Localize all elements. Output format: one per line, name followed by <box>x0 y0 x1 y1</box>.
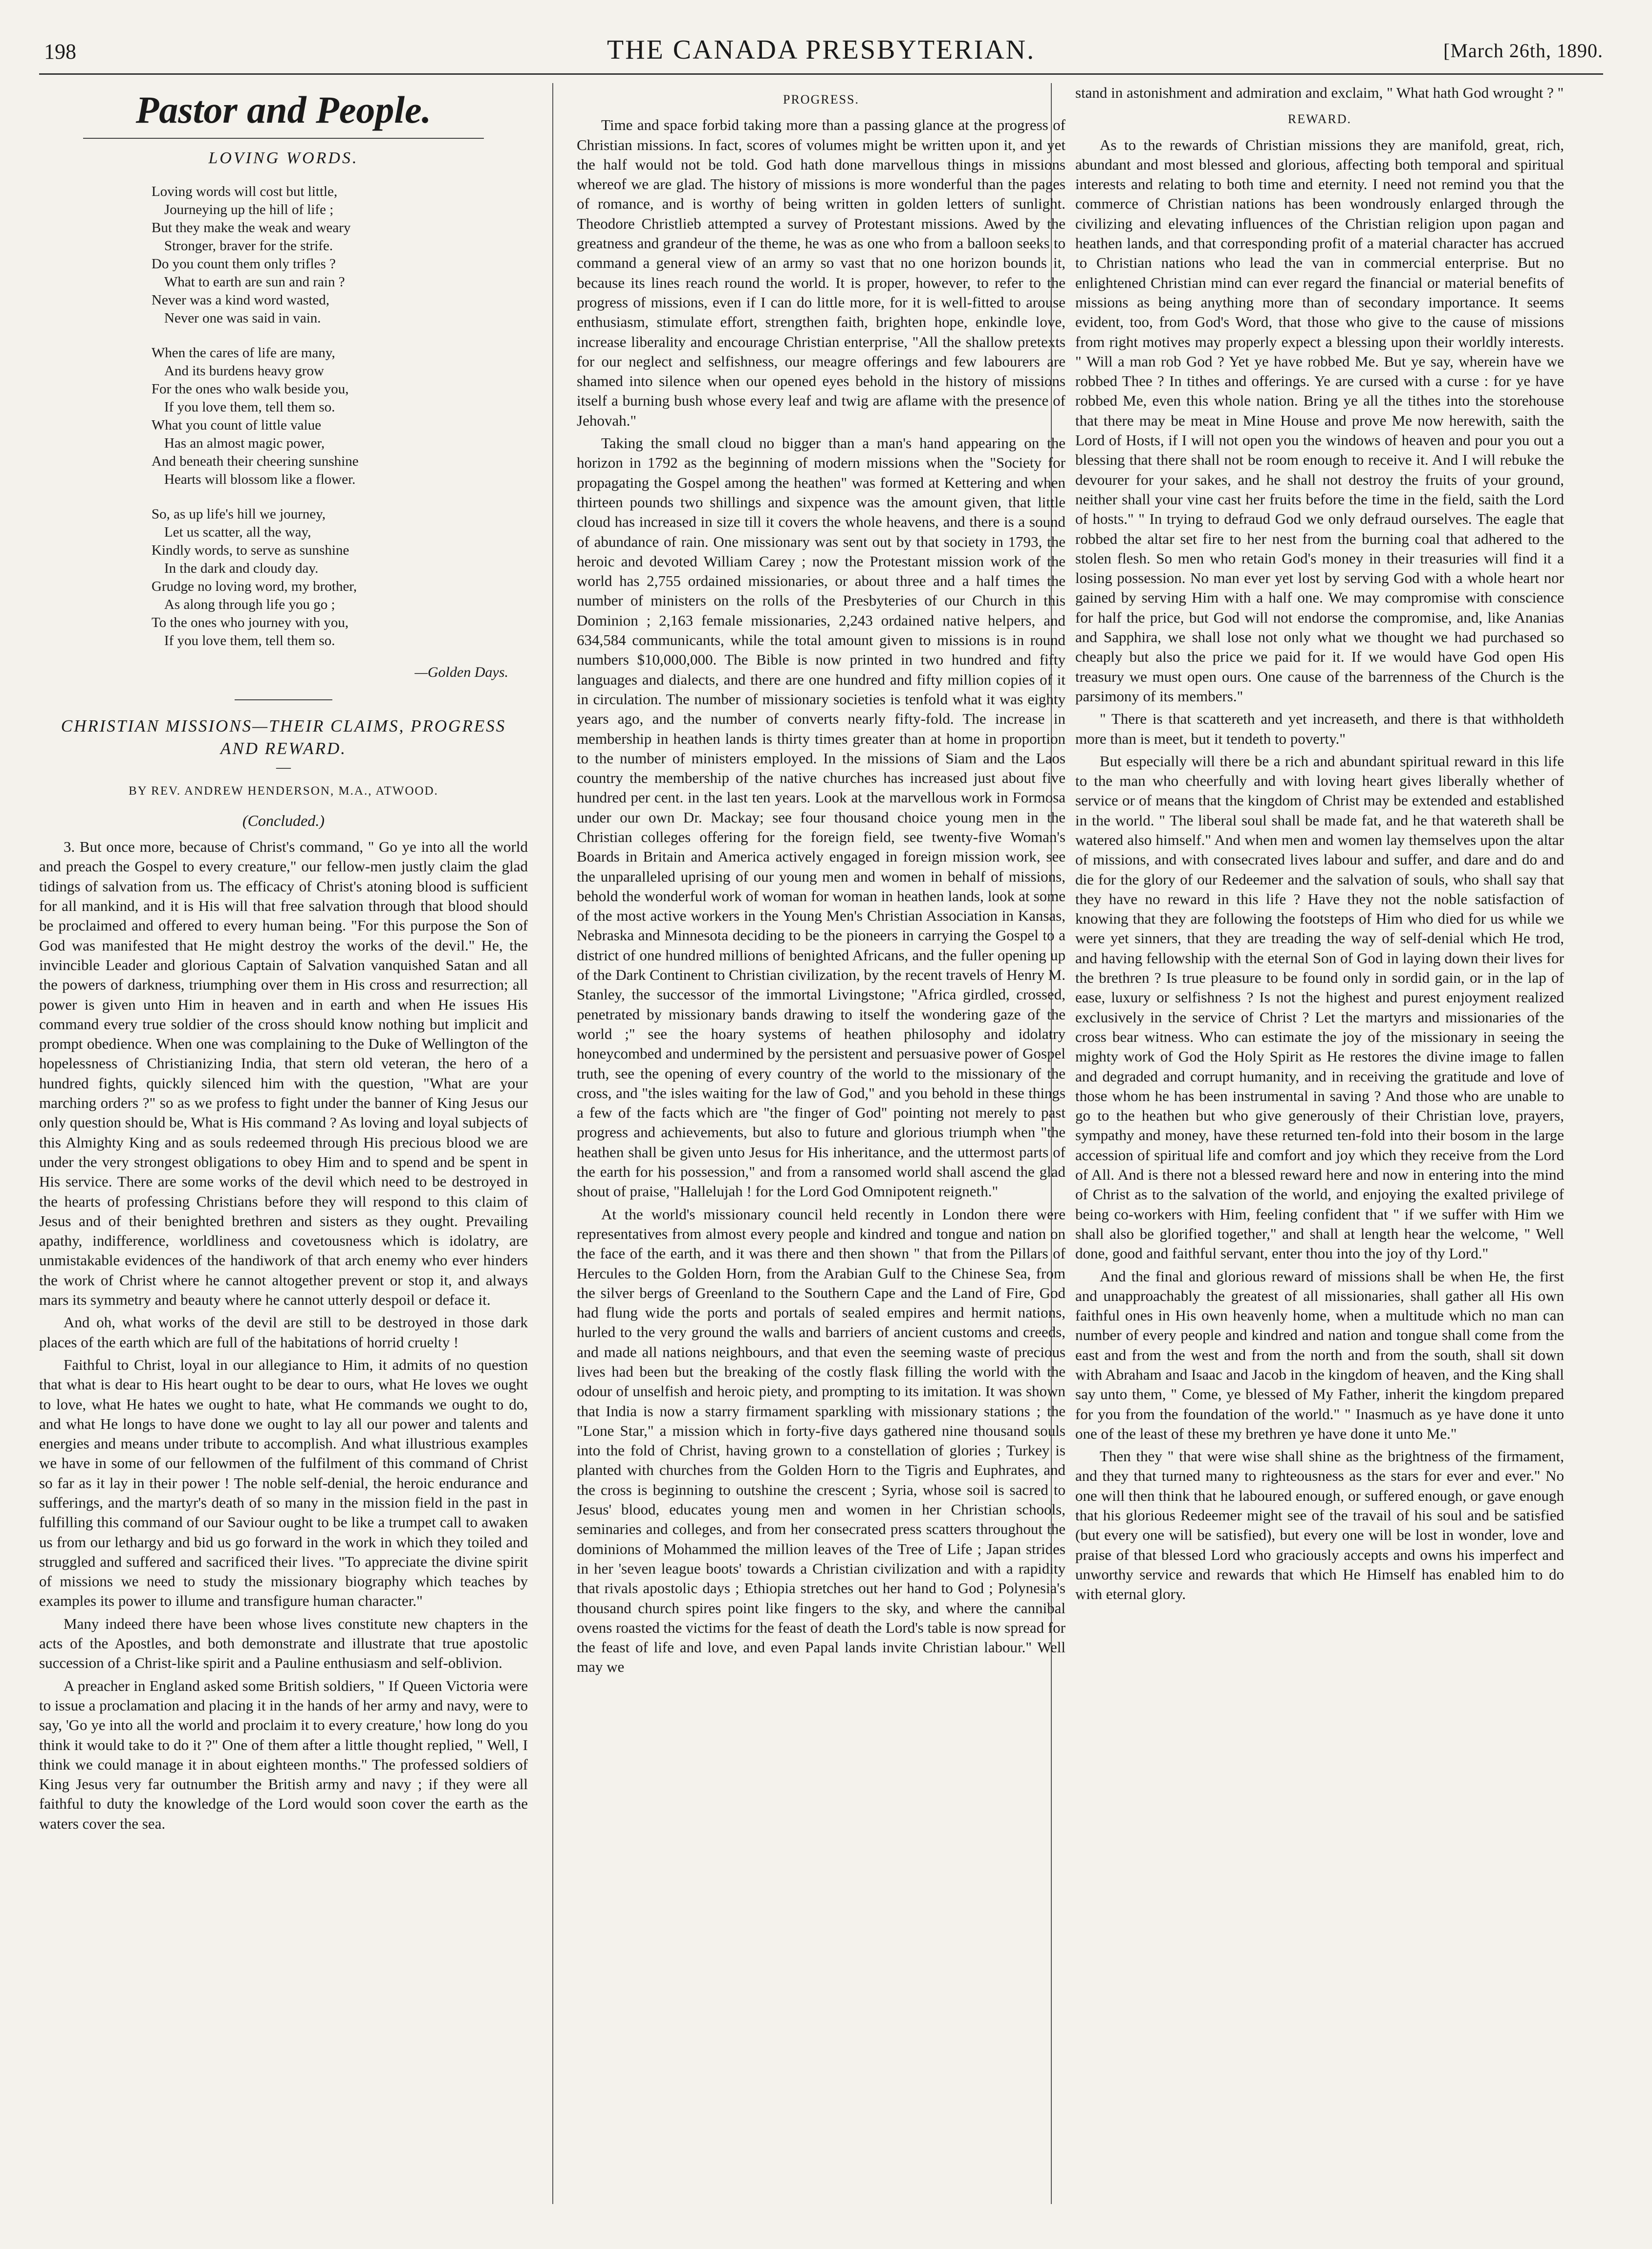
poem-line: To the ones who journey with you, <box>152 615 349 631</box>
poem-line: Never was a kind word wasted, <box>152 292 330 308</box>
poem-stanza <box>152 505 528 650</box>
paragraph: Taking the small cloud no bigger than a man's hand appearing on the horizon in 1792 as the beginning of modern missions when the "Society for propagating the Gospel among the heathen" was formed at Kettering and when thirteen pounds two shillings and sixpence was the amount given, that little cloud has increased in size till it covers the whole heavens, and there is a sound of abundance of rain. One missionary was sent out by that society in 1793, the heroic and devoted William Carey ; now the Protestant mission work of the world has 2,755 ordained missionaries, or about three and a half times the number of ministers on the rolls of the Presbyteries of our Church in this Dominion ; 2,163 female missionaries, 2,243 ordained native helpers, and 634,584 communicants, while the total amount given to missions is in round numbers $10,000,000. The Bible is now printed in two hundred and fifty languages and dialects, and there are one hundred and fifty million copies of it in circulation. The number of missionary societies is tenfold what it was eighty years ago, and the number of converts nearly fifty-fold. The increase in membership in heathen lands is thirty times greater than at home in proportion to the number of ministers employed. In the missions of Siam and the Laos country the membership of the native churches has increased just about five hundred per cent. in the last ten years. Look at the marvellous work in Formosa under our own Dr. Mackay; see four thousand choice young men in the Christian colleges offering for the foreign field, see twenty-five Woman's Boards in Britain and America actively engaged in foreign mission work, see the unparalleled uprising of our young men and women in behalf of missions, behold the wonderful work of woman for woman in heathen lands, look at some of the most active workers in the Young Men's Christian Association in Kansas, Nebraska and Minnesota deciding to be the pioneers in carrying the Gospel to a district of one hundred millions of benighted Africans, and the fuller opening up of the Dark Continent to Christian civilization, by the recent travels of Henry M. Stanley, the successor of the immortal Livingstone; "Africa girdled, crossed, penetrated by missionary bands drawing to itself the wondering gaze of the world ;" see the hoary systems of heathen philosophy and idolatry honeycombed and undermined by the persistent and persuasive power of Gospel truth, see the opening of every country of the world to the missionary of the cross, and "the isles waiting for the law of God," and you behold in these things a few of the facts which are "the finger of God" pointing not merely to past progress and achievements, but also to future and glorious triumph when "the heathen shall be given unto Jesus for His inheritance, and the uttermost parts of the earth for his possession," and from a ransomed world shall ascend the glad shout of praise, "Hallelujah ! for the Lord God Omnipotent reigneth." <box>577 434 1065 1200</box>
poem-divider <box>235 699 332 700</box>
byline: BY REV. ANDREW HENDERSON, M.A., ATWOOD. <box>129 784 438 798</box>
page-number: 198 <box>44 40 76 64</box>
poem-line: Loving words will cost but little, <box>152 184 338 200</box>
poem-line: Has an almost magic power, <box>164 435 325 452</box>
poem-line: If you love them, tell them so. <box>164 399 335 415</box>
column-rule <box>552 83 553 2204</box>
paragraph: Time and space forbid taking more than a passing glance at the progress of Christian missions. In fact, scores of volumes might be written upon it, and yet the half would not be told. God hath done marvellous things in missions whereof we are glad. The history of missions is more wonderful than the pages of romance, and is worthy of being written in golden letters of sunlight. Theodore Christlieb attempted a survey of Protestant missions. Awed by the greatness and grandeur of the theme, he was as one who from a balloon seeks to command a general view of an army so vast that no one horizon bounds it, because its lines reach round the world. It is proper, however, to refer to the progress of missions, even if I can do little more, for it is well-fitted to arouse enthusiasm, stimulate effort, strengthen faith, brighten hope, enkindle love, increase liberality and encourage Christian enterprise, "All the shallow pretexts for our neglect and selfishness, our meagre offerings and few labourers are shamed into silence when our opened eyes behold in the history of missions itself a burning bush whose every leaf and twig are aflame with the presence of Jehovah." <box>577 116 1065 429</box>
paragraph: A preacher in England asked some British soldiers, " If Queen Victoria were to issue a proclamation and placing it in the hands of her army and navy, were to say, 'Go ye into all the world and proclaim it to every creature,' how long do you think it would take to do it ?" One of them after a little thought replied, " Well, I think we could manage it in about eighteen months." The professed soldiers of King Jesus very far outnumber the British army and navy ; if they were all faithful to duty the knowledge of the Lord would soon cover the earth as the waters cover the sea. <box>39 1677 528 1832</box>
masthead <box>39 34 1603 68</box>
concluded-note: (Concluded.) <box>242 811 325 829</box>
poem <box>152 183 528 650</box>
poem-line: But they make the weak and weary <box>152 220 351 236</box>
paragraph: Faithful to Christ, loyal in our allegiance to Him, it admits of no question that what is dear to His heart ought to be dear to ours, what He loves we ought to love, what He hates we ought to hate, what He commands we ought to do, and what He longs to have done we ought to lay all our power and talents and energies and means under tribute to accomplish. And what illustrious examples we have in some of our fellowmen of the fulfilment of this command of Christ so far as it lay in their power ! The noble self-denial, the heroic endurance and sufferings, and the martyr's death of so many in the mission field in the past in fulfilling this command of our Saviour ought to be like a trumpet call to awaken us from our lethargy and bid us go forward in the work in which they toiled and struggled and suffered and sacrificed their lives. "To appreciate the divine spirit of missions we need to study the missionary biography which teaches by examples its power to illume and transfigure human character." <box>39 1356 528 1610</box>
paragraph: 3. But once more, because of Christ's command, " Go ye into all the world and preach the Gospel to every creature," our fellow-men justly claim the glad tidings of salvation from us. The efficacy of Christ's atoning blood is sufficient for all mankind, and it is His will that free salvation through that blood should be proclaimed and offered to every human being. "For this purpose the Son of God was manifested that He might destroy the works of the devil." He, the invincible Leader and glorious Captain of Salvation vanquished Satan and all the powers of darkness, triumphing over them in His cross and resurrection; all power is given unto Him in heaven and in earth and when He issues His command every true soldier of the cross should know nothing but implicit and prompt obedience. When one was complaining to the Duke of Wellington of the hopelessness of Christianizing India, that stern old veteran, the hero of a hundred fights, quickly silenced him with the question, "What are your marching orders ?" so as we profess to fight under the banner of King Jesus our only question should be, What is His command ? As loving and loyal subjects of this Almighty King and as souls redeemed through His precious blood we are under the very strongest obligations to obey Him and to spend and be spent in His service. There are some works of the devil which need to be destroyed in the hearts of professing Christians before they will respond to this claim of Jesus and of their benighted brethren and sisters as they ought. Prevailing apathy, indifference, worldliness and covetousness which is idolatry, are unmistakable evidences of the handiwork of that arch enemy who ever hinders the work of Christ where he cannot altogether prevent or stop it, and always mars its symmetry and beauty where he cannot utterly despoil or deface it. <box>39 838 528 1309</box>
poem-line: In the dark and cloudy day. <box>164 561 319 577</box>
poem-line: What you count of little value <box>152 417 322 433</box>
poem-source: —Golden Days. <box>414 664 508 681</box>
section-rule <box>83 138 484 139</box>
poem-line: And its burdens heavy grow <box>164 363 325 379</box>
progress-heading: PROGRESS. <box>783 92 859 107</box>
paragraph: Then they " that were wise shall shine as the brightness of the firmament, and they that turned many to righteousness as the stars for ever and ever." No one will then think that he laboured enough, or suffered enough, or gave enough that his glorious Redeemer might see of the travail of his soul and be satisfied (but every one will be satisfied), but every one will be lost in wonder, love and praise of that blessed Lord who graciously accepts and owns his imperfect and unworthy service and rewards that which He Himself has enabled him to do with eternal glory. <box>1075 1448 1564 1603</box>
poem-line: Hearts will blossom like a flower. <box>164 472 356 488</box>
issue-date: [March 26th, 1890. <box>1443 40 1603 62</box>
poem-line: Do you count them only trifles ? <box>152 256 336 272</box>
poem-line: Stronger, braver for the strife. <box>164 238 333 254</box>
article-title: CHRISTIAN MISSIONS—THEIR CLAIMS, PROGRESS AND REWARD. <box>61 716 506 758</box>
poem-line: Journeying up the hill of life ; <box>164 202 334 218</box>
title-dash: — <box>276 758 291 775</box>
poem-stanza <box>152 183 528 327</box>
poem-stanza <box>152 344 528 489</box>
paragraph: " There is that scattereth and yet increaseth, and there is that withholdeth more than is meet, but it tendeth to poverty." <box>1075 710 1564 747</box>
poem-line: As along through life you go ; <box>164 597 335 613</box>
paper-title: THE CANADA PRESBYTERIAN. <box>607 35 1036 65</box>
poem-title: LOVING WORDS. <box>208 149 359 167</box>
poem-line: What to earth are sun and rain ? <box>164 274 345 290</box>
paragraph: Many indeed there have been whose lives constitute new chapters in the acts of the Apostles, and both demonstrate and illustrate that true apostolic succession of a Christ-like spirit and a Pauline enthusiasm and self-oblivion. <box>39 1615 528 1672</box>
poem-line: And beneath their cheering sunshine <box>152 454 359 470</box>
poem-line: Grudge no loving word, my brother, <box>152 579 357 595</box>
poem-line: Never one was said in vain. <box>164 310 321 326</box>
masthead-rule <box>39 73 1603 75</box>
paragraph: And oh, what works of the devil are still to be destroyed in those dark places of the earth which are full of the habitations of horrid cruelty ! <box>39 1314 528 1351</box>
poem-line: Kindly words, to serve as sunshine <box>152 542 349 559</box>
paragraph: And the final and glorious reward of missions shall be when He, the first and unapproachably the greatest of all missionaries, shall gather all His own faithful ones in His own heavenly home, when a multitude which no man can number of every people and kindred and nation and tongue shall come from the east and from the west and from the north and from the south, shall sit down with Abraham and Isaac and Jacob in the kingdom of heaven, and the King shall say unto them, " Come, ye blessed of My Father, inherit the kingdom prepared for you from the foundation of the world." " Inasmuch as ye have done it unto one of the least of these my brethren ye have done it unto Me." <box>1075 1267 1564 1442</box>
paragraph-continued: stand in astonishment and admiration and exclaim, " What hath God wrought ? " <box>1075 84 1564 101</box>
reward-heading: REWARD. <box>1287 112 1352 127</box>
paragraph: But especially will there be a rich and abundant spiritual reward in this life to the man who cheerfully and with loving heart gives liberally whether of service or of means that the kingdom of Christ may be extended and established in the world. " The liberal soul shall be made fat, and he that watereth shall be watered also himself." And when men and women lay themselves upon the altar of missions, and with consecrated lives labour and suffer, and dare and do and die for the glory of our Redeemer and the salvation of souls, who shall say that they have no reward in this life ? Have they not the noble satisfaction of knowing that they are following the footsteps of Him who died for us while we were yet sinners, that they are treading the way of self-denial which He trod, and having fellowship with the eternal Son of God in laying down their lives for the brethren ? Is true pleasure to be found only in sordid gain, or in the lap of ease, luxury or selfishness ? Is not the highest and purest enjoyment realized exclusively in the service of Christ ? Let the martyrs and missionaries of the cross bear witness. Who can estimate the joy of the missionary in seeing the mighty work of God the Holy Spirit as He restores the divine image to fallen and degraded and corrupt humanity, and in receiving the gratitude and love of those whom he has been instrumental in saving ? And those who are unable to go to the heathen but who give generously of their Christian love, prayers, sympathy and money, have these returned ten-fold into their bosom in the large accession of spiritual life and comfort and joy which they receive from the Lord of All. And is there not a blessed reward here and now in entering into the mind of Christ as to the salvation of the world, and enjoying the exalted privilege of being co-workers with Him, feeling confident that " if we suffer with Him we shall also be glorified together," and shall at length hear the welcome, " Well done, good and faithful servant, enter thou into the joy of thy Lord." <box>1075 752 1564 1262</box>
poem-line: If you love them, tell them so. <box>164 633 335 649</box>
poem-line: Let us scatter, all the way, <box>164 524 311 541</box>
poem-line: When the cares of life are many, <box>152 345 335 361</box>
poem-line: For the ones who walk beside you, <box>152 381 349 397</box>
column-3 <box>1075 83 1564 1607</box>
poem-line: So, as up life's hill we journey, <box>152 506 326 522</box>
section-heading: Pastor and People. <box>135 88 432 131</box>
paragraph: At the world's missionary council held recently in London there were representatives from almost every people and kindred and tongue and nation on the face of the earth, and it was there and then shown " that from the Pillars of Hercules to the Golden Horn, from the Arabian Gulf to the Chinese Sea, from the silver bergs of Greenland to the Southern Cape and the Land of Fire, God had flung wide the ports and portals of sealed empires and hermit nations, hurled to the very ground the walls and barriers of ancient customs and creeds, and made all nations neighbours, and that even the seeming waste of precious lives had been but the breaking of the costly flask filling the world with the odour of unselfish and heroic piety, and prompting to its imitation. It was shown that India is now a starry firmament sparkling with missionary stations ; the "Lone Star," a mission which in forty-five days gathered nine thousand souls into the fold of Christ, having grown to a constellation of glories ; Turkey is planted with churches from the Golden Horn to the Tigris and Euphrates, and the cross is beginning to outshine the crescent ; Syria, whose soil is sacred to Jesus' blood, educates young men and women in her Christian schools, seminaries and colleges, and from her consecrated press scatters throughout the dominions of Mohammed the million leaves of the Tree of Life ; Japan strides in her 'seven league boots' towards a Christian civilization and with a rapidity that rivals apostolic days ; Ethiopia stretches out her hand to God ; Polynesia's thousand church spires point like fingers to the sky, and where the cannibal ovens roasted the victims for the feast of death the Lord's table is now spread for the feast of life and love, and even Papal lands invite Christian labour." Well may we <box>577 1205 1065 1676</box>
column-1 <box>39 83 528 1837</box>
column-2 <box>577 83 1065 1680</box>
paragraph: As to the rewards of Christian missions they are manifold, great, rich, abundant and most blessed and glorious, affecting both temporal and spiritual interests and relating to both time and eternity. I need not remind you that the commerce of Christian nations has been wondrously enlarged through the civilizing and elevating influences of the Christian religion upon pagan and heathen lands, and that corresponding profit of a material character has accrued to Christian nations who lead the van in commercial enterprise. But no enlightened Christian mind can ever regard the financial or material benefits of missions as being anything more than of secondary importance. It seems evident, too, from God's Word, that those who give to the cause of missions from right motives may properly expect a blessing upon their worldly interests. " Will a man rob God ? Yet ye have robbed Me. But ye say, wherein have we robbed Thee ? In tithes and offerings. Ye are cursed with a curse : for ye have robbed Me, even this whole nation. Bring ye all the tithes into the storehouse that there may be meat in Mine House and prove Me now herewith, saith the Lord of Hosts, if I will not open you the windows of heaven and pour you out a blessing that there shall not be room enough to receive it. And I will rebuke the devourer for your sakes, and he shall not destroy the fruits of your ground, neither shall your vine cast her fruits before the time in the field, saith the Lord of hosts." " In trying to defraud God we only defraud ourselves. The eagle that robbed the altar set fire to her nest from the burning coal that adhered to the stolen flesh. So men who retain God's money in their treasuries will find it a losing possession. No man ever yet lost by serving God with a whole heart nor gained by serving Him with a half one. We may compromise with conscience for half the price, but God will not endorse the compromise, and, like Ananias and Sapphira, we shall lose not only what we thought we had purchased so cheaply but also the price we paid for it. If we would have God open His treasury we must open ours. One cause of the barrenness of the Church is the parsimony of its members." <box>1075 136 1564 705</box>
